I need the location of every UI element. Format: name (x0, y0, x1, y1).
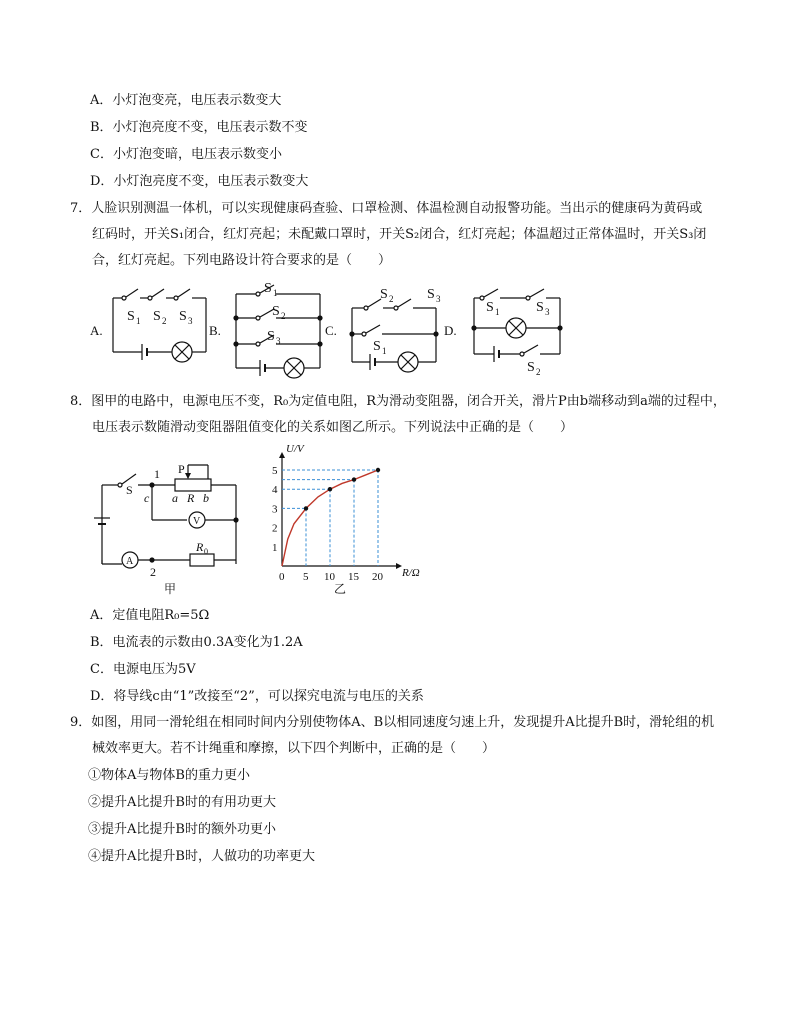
q7-label-d: D. (444, 323, 457, 338)
chart-x-tick: 10 (324, 571, 335, 583)
chart-y-axis-label: U/V (286, 443, 304, 455)
q7-a-s1: S (127, 309, 135, 324)
q8-caption-jia: 甲 (164, 582, 177, 596)
q7-d-s1-sub: 1 (495, 307, 500, 317)
q7-label-b: B. (209, 323, 221, 338)
q6-option-c: C．小灯泡变暗，电压表示数变小 (90, 147, 282, 162)
q8-label-s: S (126, 483, 133, 497)
q9-stem-line2: 械效率更大。若不计绳重和摩擦，以下四个判断中，正确的是（ ） (92, 741, 496, 756)
q8-stem-line2: 电压表示数随滑动变阻器阻值变化的关系如图乙所示。下列说法中正确的是（ ） (92, 420, 574, 435)
q7-d-s2: S (527, 360, 535, 375)
q9-item-2: ②提升A比提升B时的有用功更大 (88, 795, 276, 810)
q8-label-r0-sub: 0 (204, 547, 208, 556)
chart-point (352, 477, 356, 481)
q7-b-s1-sub: 1 (273, 288, 278, 298)
q9-item-4: ④提升A比提升B时，人做功的功率更大 (88, 849, 315, 864)
q7-d-s1: S (486, 300, 494, 315)
q7-c-s2: S (380, 287, 388, 302)
chart-caption: 乙 (334, 582, 347, 596)
q8-label-r0: R (196, 540, 204, 554)
q7-label-a: A. (90, 323, 103, 338)
chart-tick-labels (272, 465, 384, 583)
q6-option-a: A．小灯泡变亮，电压表示数变大 (90, 93, 282, 108)
q8-option-c: C．电源电压为5V (90, 662, 196, 677)
q9-item-1: ①物体A与物体B的重力更小 (88, 768, 250, 783)
q7-a-s2: S (153, 309, 161, 324)
q7-c-s3: S (427, 287, 435, 302)
q8-label-c: c (144, 491, 150, 505)
chart-y-tick: 3 (272, 503, 278, 516)
chart-y-axis-arrow (279, 452, 285, 458)
q7-d-s2-sub: 2 (536, 367, 541, 377)
q8-label-node1: 1 (154, 467, 160, 481)
q7-b-s3-sub: 3 (276, 336, 281, 346)
q7-c-s1-sub: 1 (382, 346, 387, 356)
q7-d-s3: S (536, 300, 544, 315)
q7-b-s3: S (267, 329, 275, 344)
q8-option-a: A．定值电阻R₀=5Ω (90, 608, 210, 623)
chart-x-tick: 15 (348, 571, 359, 583)
ammeter-symbol: A (126, 556, 134, 567)
q8-label-node2: 2 (150, 565, 156, 579)
q7-a-s2-sub: 2 (162, 316, 167, 326)
q7-circuit-b (234, 285, 322, 378)
q8-label-p: P (178, 462, 185, 476)
q7-a-s1-sub: 1 (136, 316, 141, 326)
q8-label-b: b (203, 491, 209, 505)
chart-x-tick: 5 (303, 571, 309, 583)
q7-label-c: C. (325, 323, 337, 338)
q6-option-d: D．小灯泡亮度不变，电压表示数变大 (90, 174, 309, 189)
q8-label-a: a (172, 491, 178, 505)
q7-circuit-c (350, 299, 438, 372)
q7-c-s2-sub: 2 (389, 294, 394, 304)
q7-b-s2: S (272, 304, 280, 319)
q8-option-d: D．将导线c由“1”改接至“2”，可以探究电流与电压的关系 (90, 689, 424, 704)
q7-circuit-diagrams (0, 278, 794, 388)
q7-stem-line3: 合，红灯亮起。下列电路设计符合要求的是（ ） (92, 253, 392, 268)
chart-x-axis-label: R/Ω (402, 567, 420, 579)
q7-stem-line2: 红码时，开关S₁闭合，红灯亮起；未配戴口罩时，开关S₂闭合，红灯亮起；体温超过正常体温时，开关S₃闭 (92, 227, 707, 242)
q7-b-s1: S (264, 281, 272, 296)
chart-point (376, 468, 380, 472)
chart-guide-lines (282, 470, 378, 566)
voltmeter-symbol: V (193, 516, 201, 527)
q7-c-s3-sub: 3 (436, 294, 441, 304)
chart-y-tick: 4 (272, 484, 278, 497)
chart-x-tick: 0 (279, 571, 285, 583)
chart-x-tick: 20 (372, 571, 383, 583)
chart-point (328, 487, 332, 491)
q8-graph-yi (270, 440, 450, 600)
chart-y-tick: 1 (272, 541, 278, 554)
q7-a-s3: S (179, 309, 187, 324)
q8-option-b: B．电流表的示数由0.3A变化为1.2A (90, 635, 303, 650)
q7-stem-line1: 7．人脸识别测温一体机，可以实现健康码查验、口罩检测、体温检测自动报警功能。当出示的健康码为黄码或 (70, 201, 703, 216)
q9-item-3: ③提升A比提升B时的额外功更小 (88, 822, 276, 837)
q7-a-s3-sub: 3 (188, 316, 193, 326)
chart-y-tick: 5 (272, 465, 278, 477)
q7-c-s1: S (373, 339, 381, 354)
chart-point (304, 506, 308, 510)
q8-stem-line1: 8．图甲的电路中，电源电压不变，R₀为定值电阻，R为滑动变阻器，闭合开关，滑片P由b端移动到a端的过程中， (70, 394, 726, 409)
chart-y-tick: 2 (272, 522, 278, 535)
q9-stem-line1: 9．如图，用同一滑轮组在相同时间内分别使物体A、B以相同速度匀速上升，发现提升A比提升B时，滑轮组的机 (70, 715, 715, 730)
q8-circuit-jia (90, 440, 250, 600)
q7-d-s3-sub: 3 (545, 307, 550, 317)
q7-b-s2-sub: 2 (281, 311, 286, 321)
q8-label-r: R (187, 491, 195, 505)
q6-option-b: B．小灯泡亮度不变，电压表示数不变 (90, 120, 308, 135)
